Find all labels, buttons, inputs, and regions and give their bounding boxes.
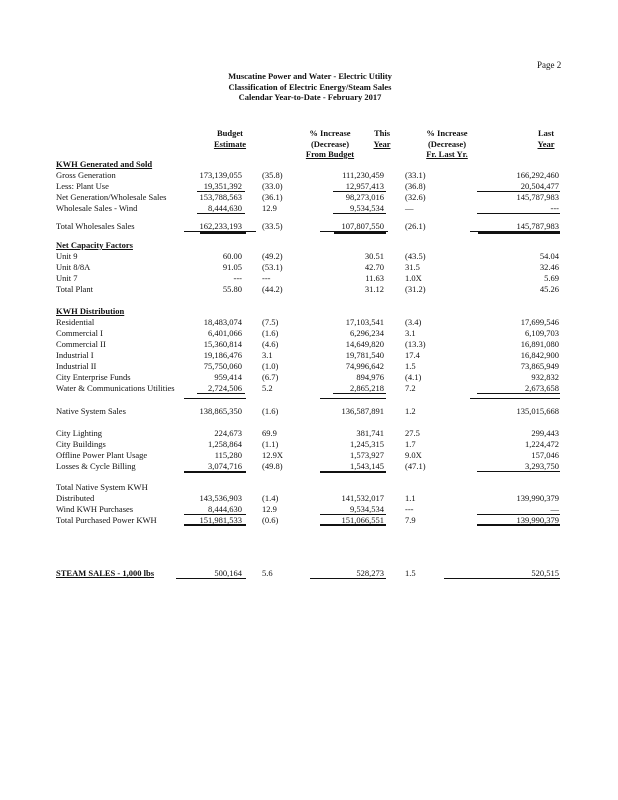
cell-budget-estimate: 959,414 (214, 372, 242, 382)
cell-budget-estimate: 173,139,055 (199, 170, 242, 180)
cell-pct-last-year: (32.6) (405, 192, 426, 202)
cell-last-year: 135,015,668 (516, 406, 559, 416)
divider-rule (333, 213, 386, 214)
cell-pct-from-budget: (1.6) (262, 406, 279, 416)
cell-pct-last-year: 1.5 (405, 568, 416, 578)
cell-pct-last-year: (31.2) (405, 284, 426, 294)
cell-budget-estimate: 55.80 (222, 284, 242, 294)
cell-pct-last-year: 17.4 (405, 350, 420, 360)
cell-this-year: 98,273,016 (345, 192, 384, 202)
cell-this-year: 19,781,540 (345, 350, 384, 360)
row-label: Losses & Cycle Billing (56, 461, 136, 471)
cell-pct-last-year: (36.8) (405, 181, 426, 191)
cell-pct-from-budget: (33.0) (262, 181, 283, 191)
cell-budget-estimate: 1,258,864 (208, 439, 242, 449)
cell-last-year: 166,292,460 (516, 170, 559, 180)
divider-rule (200, 232, 246, 234)
cell-budget-estimate: 138,865,350 (199, 406, 242, 416)
row-label: Unit 7 (56, 273, 78, 283)
cell-last-year: 1,224,472 (525, 439, 559, 449)
cell-last-year: 2,673,658 (525, 383, 559, 393)
cell-pct-last-year: 31.5 (405, 262, 420, 272)
cell-pct-from-budget: (53.1) (262, 262, 283, 272)
cell-budget-estimate: 500,164 (214, 568, 242, 578)
cell-pct-last-year: 1.5 (405, 361, 416, 371)
cell-pct-from-budget: 5.2 (262, 383, 273, 393)
cell-budget-estimate: 3,074,716 (208, 461, 242, 471)
cell-last-year: 139,990,379 (516, 493, 559, 503)
title-line-2: Classification of Electric Energy/Steam Sales (228, 81, 392, 92)
row-label: Native System Sales (56, 406, 126, 416)
cell-pct-from-budget: (7.5) (262, 317, 279, 327)
cell-this-year: 30.51 (364, 251, 384, 261)
cell-this-year: 151,066,551 (341, 515, 384, 525)
cell-pct-last-year: 27.5 (405, 428, 420, 438)
cell-budget-estimate: 18,483,074 (203, 317, 242, 327)
cell-last-year: 145,787,983 (516, 192, 559, 202)
cell-pct-last-year: — (405, 203, 414, 213)
row-label: Gross Generation (56, 170, 116, 180)
cell-this-year: 6,296,234 (350, 328, 384, 338)
cell-pct-from-budget: (6.7) (262, 372, 279, 382)
header-pct-from-budget: % Increase (Decrease) From Budget (305, 128, 355, 159)
cell-last-year: 520,515 (531, 568, 559, 578)
row-label: Commercial I (56, 328, 103, 338)
section-title-kwh-distribution: KWH Distribution (56, 306, 125, 316)
report-title (200, 71, 420, 103)
cell-pct-from-budget: (1.1) (262, 439, 279, 449)
cell-last-year: --- (550, 203, 559, 213)
divider-rule (333, 393, 386, 394)
cell-pct-last-year: (4.1) (405, 372, 422, 382)
cell-this-year: 381,741 (356, 428, 384, 438)
cell-budget-estimate: 151,981,533 (199, 515, 242, 525)
cell-budget-estimate: 6,401,066 (208, 328, 242, 338)
cell-pct-last-year: 1.2 (405, 406, 416, 416)
cell-pct-from-budget: (0.6) (262, 515, 279, 525)
divider-rule (320, 524, 386, 526)
cell-budget-estimate: 2,724,506 (208, 383, 242, 393)
divider-rule (184, 514, 246, 515)
cell-last-year: 6,109,703 (525, 328, 559, 338)
cell-pct-from-budget: (35.8) (262, 170, 283, 180)
cell-budget-estimate: 115,280 (214, 450, 242, 460)
cell-last-year: 16,891,080 (520, 339, 559, 349)
cell-pct-from-budget: (33.5) (262, 221, 283, 231)
cell-pct-from-budget: 5.6 (262, 568, 273, 578)
cell-this-year: 9,534,534 (350, 203, 384, 213)
row-label: Total Plant (56, 284, 93, 294)
cell-this-year: 111,230,459 (342, 170, 384, 180)
cell-pct-last-year: (26.1) (405, 221, 426, 231)
cell-last-year: — (550, 504, 559, 514)
row-label: Unit 9 (56, 251, 78, 261)
cell-last-year: 20,504,477 (520, 181, 559, 191)
cell-budget-estimate: 162,233,193 (199, 221, 242, 231)
cell-this-year: 17,103,541 (345, 317, 384, 327)
cell-this-year: 136,587,891 (341, 406, 384, 416)
cell-pct-from-budget: (49.8) (262, 461, 283, 471)
divider-rule (184, 398, 246, 399)
divider-rule (478, 232, 560, 234)
cell-pct-from-budget: (1.0) (262, 361, 279, 371)
cell-budget-estimate: 224,673 (214, 428, 242, 438)
row-label: Total Wholesales Sales (56, 221, 135, 231)
cell-pct-last-year: 1.1 (405, 493, 416, 503)
divider-rule (197, 393, 245, 394)
cell-this-year: 141,532,017 (341, 493, 384, 503)
cell-budget-estimate: 153,788,563 (199, 192, 242, 202)
divider-rule (477, 393, 560, 394)
section-title-kwh-generated: KWH Generated and Sold (56, 159, 153, 169)
cell-this-year: 2,865,218 (350, 383, 384, 393)
cell-this-year: 11.63 (365, 273, 384, 283)
title-line-3: Calendar Year-to-Date - February 2017 (238, 92, 382, 102)
cell-pct-last-year: 7.9 (405, 515, 416, 525)
cell-last-year: 145,787,983 (516, 221, 559, 231)
row-label: Water & Communications Utilities (56, 383, 175, 393)
cell-budget-estimate: 8,444,630 (208, 504, 242, 514)
cell-last-year: 299,443 (531, 428, 559, 438)
cell-this-year: 894,976 (356, 372, 384, 382)
row-label: Commercial II (56, 339, 106, 349)
cell-pct-last-year: (47.1) (405, 461, 426, 471)
divider-rule (444, 578, 560, 579)
cell-last-year: 5.69 (544, 273, 559, 283)
row-label: Wind KWH Purchases (56, 504, 134, 514)
cell-pct-from-budget: 12.9 (262, 203, 277, 213)
cell-this-year: 74,996,642 (345, 361, 384, 371)
divider-rule (477, 514, 560, 515)
cell-this-year: 1,245,315 (350, 439, 384, 449)
cell-pct-from-budget: --- (262, 273, 271, 283)
title-line-1: Muscatine Power and Water - Electric Utility (228, 71, 392, 81)
divider-rule (184, 524, 246, 526)
row-label: STEAM SALES - 1,000 lbs (56, 568, 155, 578)
cell-pct-last-year: (33.1) (405, 170, 426, 180)
cell-this-year: 14,649,820 (345, 339, 384, 349)
divider-rule (184, 471, 246, 473)
cell-last-year: 3,293,750 (525, 461, 559, 471)
cell-last-year: 54.04 (539, 251, 559, 261)
cell-pct-from-budget: 12.9 (262, 504, 277, 514)
cell-this-year: 107,807,550 (341, 221, 384, 231)
cell-pct-from-budget: (4.6) (262, 339, 279, 349)
cell-last-year: 16,842,900 (520, 350, 559, 360)
cell-last-year: 157,046 (531, 450, 559, 460)
cell-pct-from-budget: (1.6) (262, 328, 279, 338)
cell-last-year: 73,865,949 (520, 361, 559, 371)
divider-rule (197, 191, 245, 192)
cell-pct-last-year: 3.1 (405, 328, 416, 338)
divider-rule (320, 398, 386, 399)
row-label: Offline Power Plant Usage (56, 450, 148, 460)
cell-pct-last-year: 1.0X (405, 273, 422, 283)
row-label: Wholesale Sales - Wind (56, 203, 138, 213)
cell-pct-last-year: (13.3) (405, 339, 426, 349)
row-label: Net Generation/Wholesale Sales (56, 192, 167, 202)
row-label: Less: Plant Use (56, 181, 109, 191)
cell-pct-last-year: 7.2 (405, 383, 416, 393)
cell-pct-from-budget: 3.1 (262, 350, 273, 360)
cell-last-year: 139,990,379 (516, 515, 559, 525)
row-label: City Buildings (56, 439, 106, 449)
divider-rule (197, 213, 245, 214)
cell-last-year: 17,699,546 (520, 317, 559, 327)
cell-this-year: 31.12 (364, 284, 384, 294)
cell-pct-last-year: (43.5) (405, 251, 426, 261)
cell-this-year: 1,543,145 (350, 461, 384, 471)
divider-rule (310, 578, 386, 579)
cell-pct-from-budget: 12.9X (262, 450, 284, 460)
cell-budget-estimate: 19,186,476 (203, 350, 242, 360)
cell-last-year: 45.26 (539, 284, 559, 294)
header-last-year: Last Year (537, 128, 555, 149)
cell-budget-estimate: 75,750,060 (203, 361, 242, 371)
header-budget-estimate: Budget Estimate (213, 128, 247, 149)
divider-rule (477, 471, 560, 472)
cell-pct-from-budget: (36.1) (262, 192, 283, 202)
cell-this-year: 9,534,534 (350, 504, 384, 514)
cell-budget-estimate: 15,360,814 (203, 339, 242, 349)
divider-rule (334, 232, 386, 234)
row-label: Industrial I (56, 350, 94, 360)
page-number: Page 2 (537, 60, 562, 70)
divider-rule (333, 191, 386, 192)
divider-rule (470, 398, 560, 399)
divider-rule (320, 514, 386, 515)
header-pct-last-year: % Increase (Decrease) Fr. Last Yr. (426, 128, 468, 159)
cell-budget-estimate: 19,351,392 (203, 181, 242, 191)
divider-rule (477, 524, 560, 526)
row-label: Residential (56, 317, 95, 327)
section-title-capacity-factors: Net Capacity Factors (56, 240, 133, 250)
cell-budget-estimate: 91.05 (222, 262, 242, 272)
cell-this-year: 528,273 (356, 568, 384, 578)
cell-this-year: 42.70 (364, 262, 384, 272)
divider-rule (320, 471, 386, 473)
cell-budget-estimate: --- (233, 273, 242, 283)
divider-rule (477, 213, 560, 214)
cell-budget-estimate: 143,536,903 (199, 493, 242, 503)
row-label: Industrial II (56, 361, 97, 371)
cell-pct-last-year: --- (405, 504, 414, 514)
row-label: Total Purchased Power KWH (56, 515, 157, 525)
header-this-year: This Year (373, 128, 391, 149)
cell-pct-from-budget: 69.9 (262, 428, 277, 438)
cell-last-year: 932,832 (531, 372, 559, 382)
cell-budget-estimate: 8,444,630 (208, 203, 242, 213)
cell-last-year: 32.46 (539, 262, 559, 272)
row-label: Distributed (56, 493, 95, 503)
cell-pct-from-budget: (1.4) (262, 493, 279, 503)
cell-pct-last-year: (3.4) (405, 317, 422, 327)
row-label: City Lighting (56, 428, 103, 438)
cell-this-year: 1,573,927 (350, 450, 384, 460)
row-label: City Enterprise Funds (56, 372, 131, 382)
cell-pct-last-year: 9.0X (405, 450, 422, 460)
cell-budget-estimate: 60.00 (222, 251, 242, 261)
row-label: Unit 8/8A (56, 262, 91, 272)
divider-rule (477, 191, 560, 192)
divider-rule (176, 578, 246, 579)
cell-this-year: 12,957,413 (345, 181, 384, 191)
cell-pct-from-budget: (49.2) (262, 251, 283, 261)
cell-pct-last-year: 1.7 (405, 439, 416, 449)
section-title-total-native: Total Native System KWH (56, 482, 148, 492)
cell-pct-from-budget: (44.2) (262, 284, 283, 294)
